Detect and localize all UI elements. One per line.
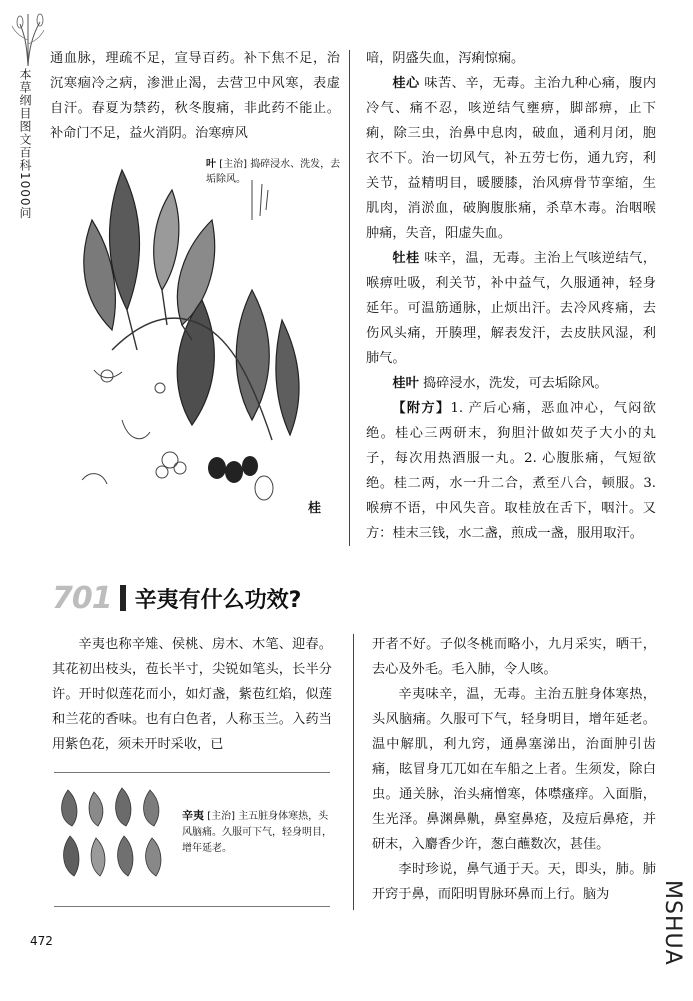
guixin-keyword: 桂心: [392, 76, 420, 91]
top-right-column: [366, 46, 656, 546]
mugui-text: 味辛，温，无毒。主治上气咳逆结气，喉痹吐吸，利关节，补中益气，久服通神，轻身延年。可温筋通脉，止烦出汗。去冷风疼痛，去伤风头痛，开腠理，解表发汗，去皮肤风湿，利肺气。: [366, 251, 657, 366]
section-title: 辛夷有什么功效?: [134, 587, 302, 613]
top-left-column: [50, 46, 340, 146]
top-left-paragraph: 通血脉，理疏不足，宣导百药。补下焦不足，治沉寒痼冷之病，渗泄止渴，去营卫中风寒，表虚自汗。春夏为禁药，秋冬腹痛，非此药不能止。补命门不足，益火消阴。治寒痹风: [50, 51, 340, 141]
formula-text: 1. 产后心痛，恶血冲心，气闷欲绝。桂心三两研末，狗胆汁做如芡子大小的丸子，每次用热酒服一丸。2. 心腹胀痛，气短欲绝。桂二两，水一升二合，煮至八合，顿服。3. 喉痹不语，中风失音。取桂放在舌下，咽汁。又方：桂末三钱，水二盏，煎成一盏，服用取汗。: [366, 401, 656, 541]
leaf-caption: [206, 157, 342, 187]
series-title: 本草纲目图文百科1000问: [18, 68, 32, 220]
mugui-paragraph: [366, 246, 656, 371]
bottom-right-paragraph-1: 辛夷味辛，温，无毒。主治五脏身体寒热，头风脑痛。久服可下气，轻身明目，增年延老。温中解肌，利九窍，通鼻塞涕出，治面肿引齿痛，眩冒身兀兀如在车船之上者。生须发，除白虫。通关脉，治头痛憎寒，体噤瘙痒。入面脂，生光泽。鼻渊鼻鼽，鼻窒鼻疮，及痘后鼻疮，并研末，入麝香少许，葱白蘸数次，甚佳。: [372, 687, 656, 852]
cinnamon-illustration: [52, 150, 342, 520]
guixin-paragraph: [366, 71, 656, 246]
plant-label: 桂: [308, 501, 322, 516]
leaf-caption-keyword: 叶: [206, 159, 216, 170]
bottom-right-paragraph-2: 李时珍说，鼻气通于天。天，即头，肺。肺开窍于鼻，而阳明胃脉环鼻而上行。脑为: [372, 862, 656, 902]
guiye-paragraph: [366, 371, 656, 396]
section-heading: [52, 578, 301, 618]
column-divider-top: [349, 50, 350, 546]
leaf-caption-tag: [主治]: [219, 159, 247, 170]
figure-bottom-rule: [54, 906, 330, 907]
guiye-text: 捣碎浸水，洗发，可去垢除风。: [422, 376, 608, 391]
xinyi-caption-tag: [主治]: [207, 811, 235, 822]
bottom-left-paragraph: 辛夷也称辛雉、侯桃、房木、木笔、迎春。其花初出枝头，苞长半寸，尖锐如笔头，长半分许。开时似莲花而小，如灯盏，紫苞红焰，似莲和兰花的香味。也有白色者，人称玉兰。入药当用紫色花，须未开时采收，已: [52, 637, 332, 752]
section-number: 701: [52, 580, 112, 616]
guixin-text: 味苦、辛，无毒。主治九种心痛，腹内冷气、痛不忍，咳逆结气壅痹，脚部痹，止下痢，除三虫，治鼻中息肉，破血，通利月闭，胞衣不下。治一切风气，补五劳七伤，通九窍，利关节，益精明目，暖腰膝，治风痹骨节挛缩，生肌肉，消淤血，破胸腹胀痛，杀草木毒。治咽喉肿痛，失音，阳虚失血。: [366, 76, 657, 241]
xinyi-caption-keyword: 辛夷: [182, 809, 204, 822]
bottom-left-column: [52, 632, 332, 757]
figure-top-rule: [54, 772, 330, 773]
leaf-caption-text: 捣碎浸水、洗发，去垢除风。: [206, 159, 341, 185]
top-right-paragraph-0: 喑，阴盛失血，泻痢惊痫。: [366, 51, 525, 66]
side-ornament: [6, 10, 50, 68]
guiye-keyword: 桂叶: [392, 376, 419, 391]
flower-bud-drawing: [54, 784, 170, 884]
page-number: 472: [30, 934, 53, 948]
xinyi-bud-illustration: [54, 784, 170, 884]
bottom-right-column: [372, 632, 656, 907]
xinyi-caption-text: 主五脏身体寒热，头风脑痛。久服可下气，轻身明目，增年延老。: [182, 811, 332, 854]
grass-sprig-icon: [6, 10, 50, 68]
cinnamon-plant-drawing: [52, 150, 342, 520]
bottom-right-paragraph-0: 开者不好。子似冬桃而略小，九月采实，晒干，去心及外毛。毛入肺，令人咳。: [372, 637, 656, 677]
column-divider-bottom: [353, 634, 354, 910]
mugui-keyword: 牡桂: [392, 251, 420, 266]
heading-bar: [120, 585, 126, 611]
watermark: MSHUA: [660, 880, 685, 966]
formula-keyword: 【附方】: [392, 401, 451, 416]
xinyi-caption: [182, 808, 332, 857]
formula-paragraph: [366, 396, 656, 546]
